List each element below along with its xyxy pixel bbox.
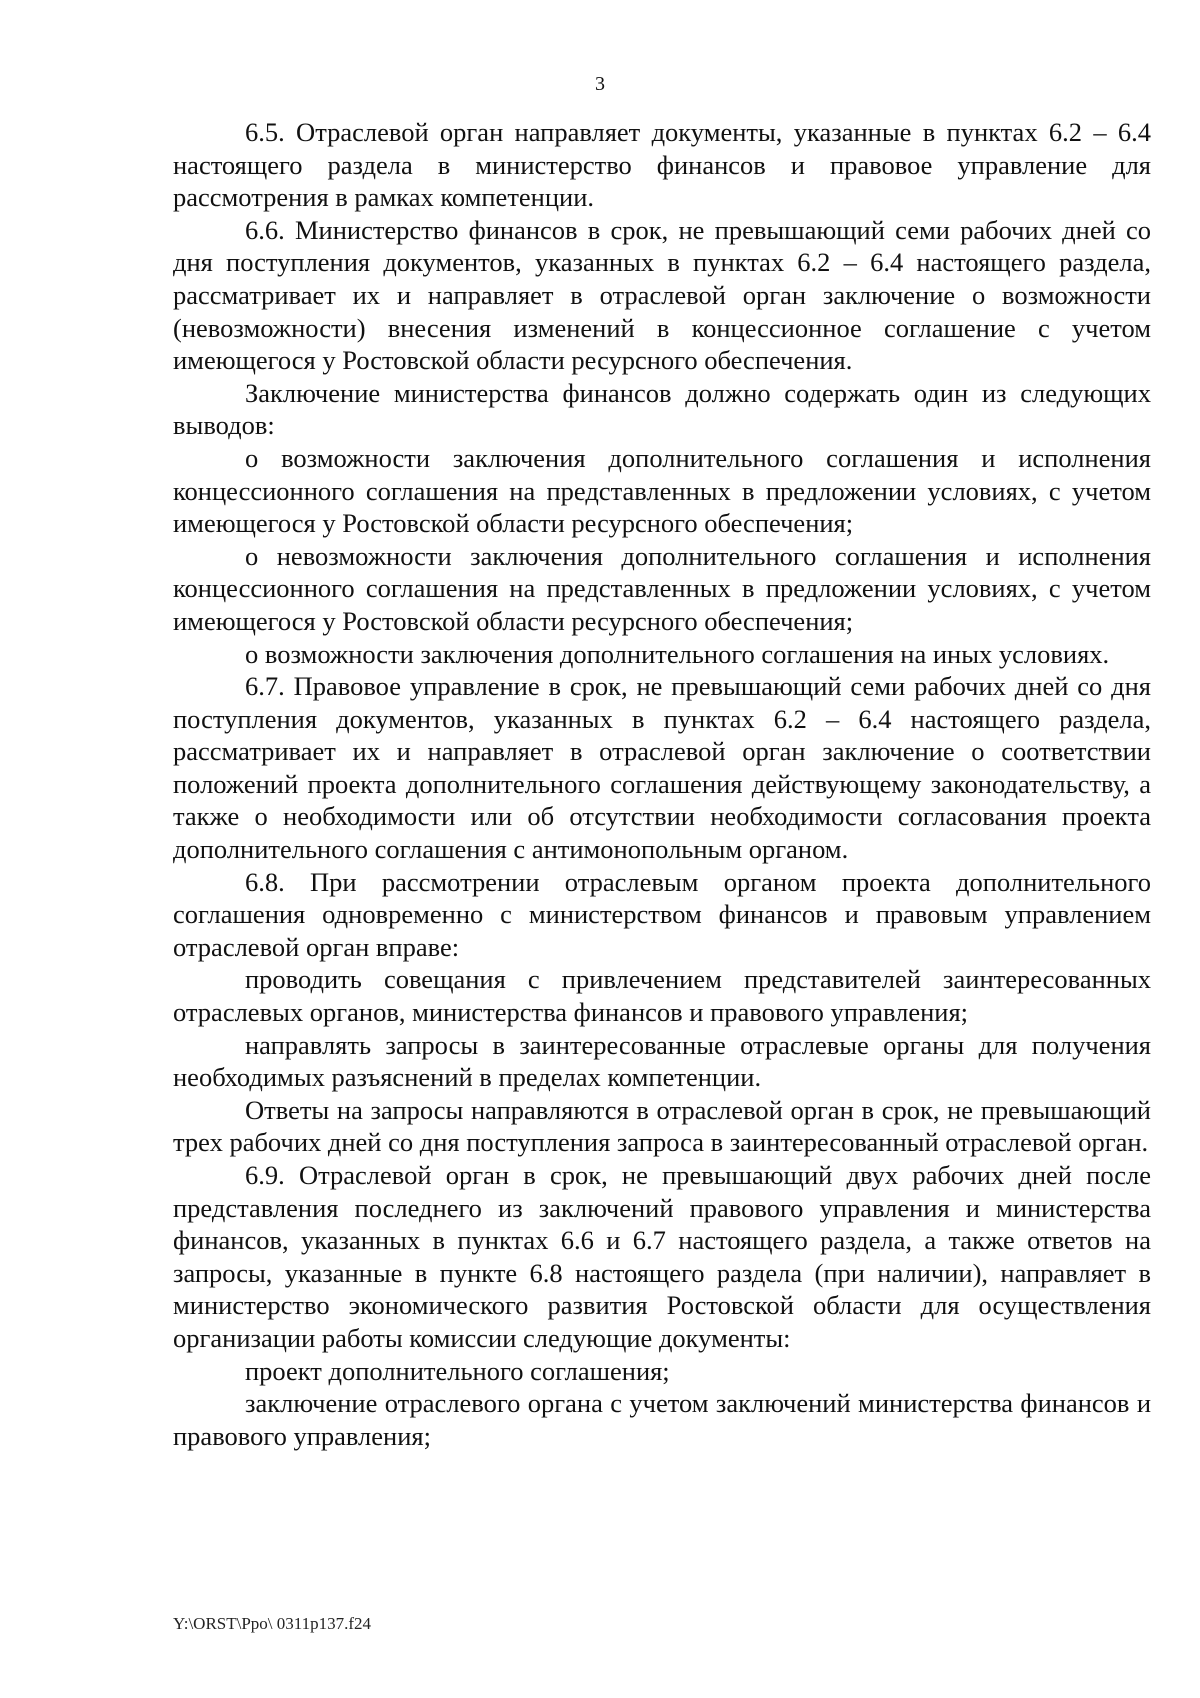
paragraph-requests: направлять запросы в заинтересованные отраслевые органы для получения необходимых разъяснений в пределах компетенции. [173, 1029, 1151, 1093]
paragraph-finance-conclusion-intro: Заключение министерства финансов должно содержать один из следующих выводов: [173, 377, 1151, 441]
document-body [173, 116, 1151, 1452]
paragraph-6-6: 6.6. Министерство финансов в срок, не превышающий семи рабочих дней со дня поступления документов, указанных в пунктах 6.2 – 6.4 настоящего раздела, рассматривает их и направляет в отраслевой орган заключение о возможности (невозможности) внесения изменений в концессионное соглашение с учетом имеющегося у Ростовской области ресурсного обеспечения. [173, 214, 1151, 376]
paragraph-6-8: 6.8. При рассмотрении отраслевым органом проекта дополнительного соглашения одновременно с министерством финансов и правовым управлением отраслевой орган вправе: [173, 866, 1151, 962]
paragraph-conclusion-option-impossible: о невозможности заключения дополнительного соглашения и исполнения концессионного соглашения на представленных в предложении условиях, с учетом имеющегося у Ростовской области ресурсного обеспечения; [173, 540, 1151, 636]
paragraph-conclusion-option-possible: о возможности заключения дополнительного соглашения и исполнения концессионного соглашения на представленных в предложении условиях, с учетом имеющегося у Ростовской области ресурсного обеспечения; [173, 442, 1151, 539]
paragraph-meetings: проводить совещания с привлечением представителей заинтересованных отраслевых органов, министерства финансов и правового управления; [173, 964, 1151, 1028]
paragraph-6-5: 6.5. Отраслевой орган направляет документы, указанные в пунктах 6.2 – 6.4 настоящего раздела в министерство финансов и правовое управление для рассмотрения в рамках компетенции. [173, 117, 1151, 213]
paragraph-responses: Ответы на запросы направляются в отраслевой орган в срок, не превышающий трех рабочих дней со дня поступления запроса в заинтересованный отраслевой орган. [173, 1094, 1151, 1158]
footer-file-path: Y:\ORST\Ppo\ 0311p137.f24 [173, 1614, 372, 1633]
paragraph-6-7: 6.7. Правовое управление в срок, не превышающий семи рабочих дней со дня поступления документов, указанных в пунктах 6.2 – 6.4 настоящего раздела, рассматривает их и направляет в отраслевой орган заключение о соответствии положений проекта дополнительного соглашения действующему законодательству, а также о необходимости или об отсутствии необходимости согласования проекта дополнительного соглашения с антимонопольным органом. [173, 671, 1151, 865]
paragraph-draft-agreement: проект дополнительного соглашения; [245, 1355, 670, 1386]
paragraph-conclusion-option-other-terms: о возможности заключения дополнительного соглашения на иных условиях. [245, 638, 1110, 669]
page-number: 3 [595, 73, 605, 95]
paragraph-6-9: 6.9. Отраслевой орган в срок, не превышающий двух рабочих дней после представления последнего из заключений правового управления и министерства финансов, указанных в пунктах 6.6 и 6.7 настоящего раздела, а также ответов на запросы, указанные в пункте 6.8 настоящего раздела (при наличии), направляет в министерство экономического развития Ростовской области для осуществления организации работы комиссии следующие документы: [173, 1160, 1151, 1353]
paragraph-sector-conclusion: заключение отраслевого органа с учетом заключений министерства финансов и правового управления; [173, 1388, 1151, 1451]
